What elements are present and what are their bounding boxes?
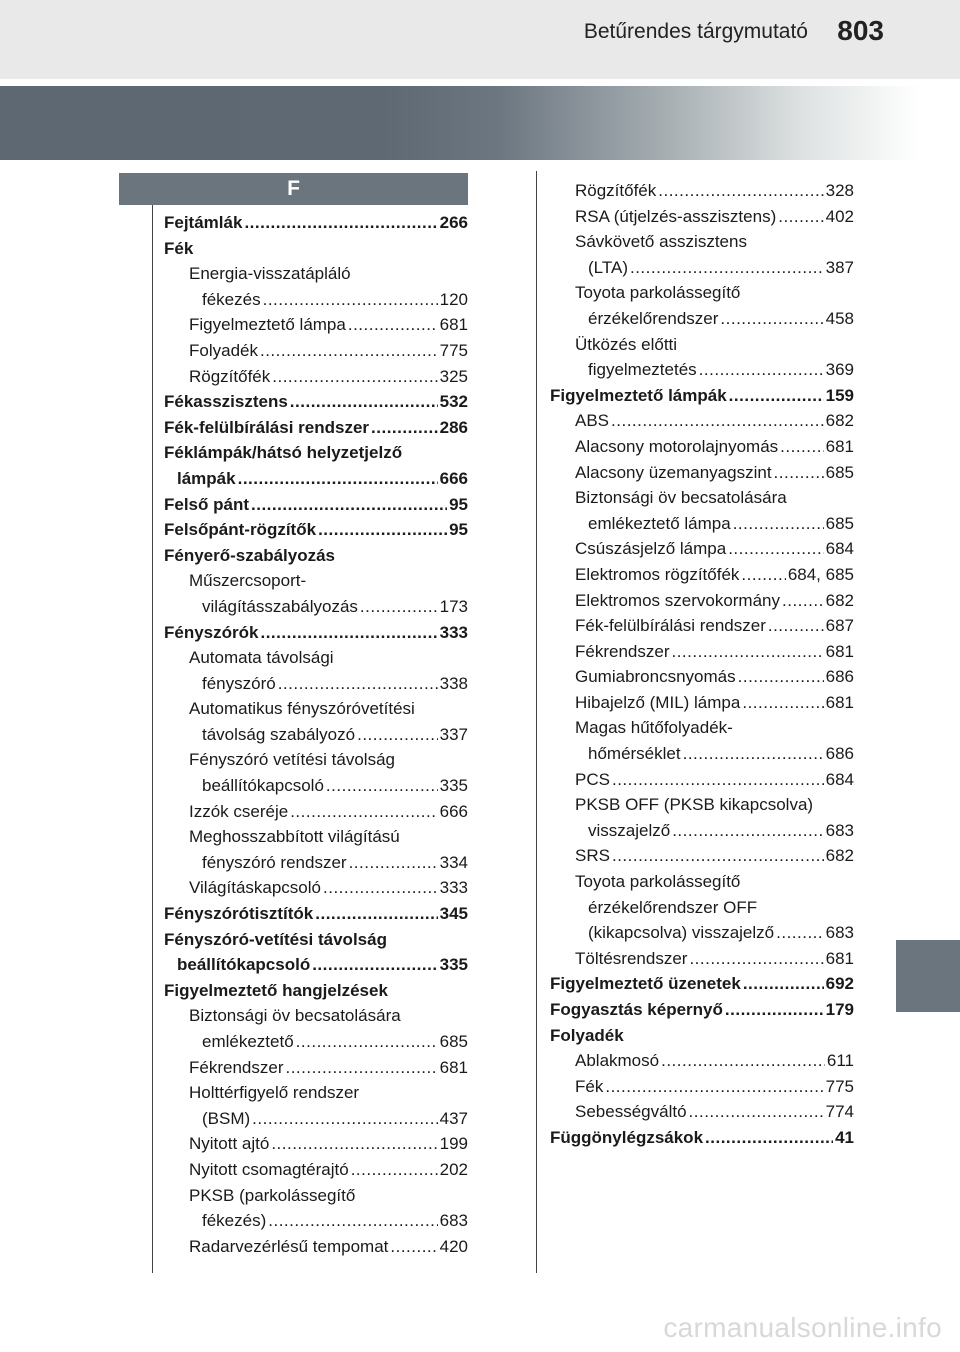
index-entry-label: Nyitott csomagtérajtó [189,1159,349,1179]
index-entry [164,901,468,927]
index-entry-label: lámpák [177,468,236,488]
dot-leader [290,389,438,415]
dot-leader [741,562,785,588]
index-entry-label: Töltésrendszer [575,948,688,968]
index-entry-page: 692 [825,974,854,994]
index-entry-label: emlékeztető lámpa [588,513,731,533]
index-entry-label: érzékelőrendszer OFF [588,897,758,917]
index-entry [164,517,468,543]
index-entry [550,639,854,665]
index-entry-page: 775 [825,1076,854,1096]
index-entry-page: 202 [439,1159,468,1179]
dot-leader [780,434,823,460]
index-entry-label: Csúszásjelző lámpa [575,539,727,559]
index-entry-label: PKSB (parkolássegítő [189,1185,356,1205]
dot-leader [661,1048,825,1074]
index-entry-label: Automatikus fényszóróvetítési [189,699,415,719]
index-entry [550,869,854,895]
index-entry-page: 286 [439,417,468,437]
index-entry-page: 685 [825,513,854,533]
index-entry-page: 666 [439,801,468,821]
index-entry-label: ABS [575,411,610,431]
index-entry [550,664,854,690]
index-entry [164,261,468,287]
index-entry [164,1157,468,1183]
index-entry-page: 95 [449,520,468,540]
index-entry-page: 420 [439,1236,468,1256]
dot-leader [312,952,437,978]
index-entry-page: 682 [825,590,854,610]
index-entry-page: 681 [825,436,854,456]
index-entry-label: Elektromos szervokormány [575,590,781,610]
dot-leader [743,971,824,997]
dot-leader [360,594,438,620]
index-entry [164,1055,468,1081]
dot-leader [612,843,824,869]
left-column-divider [152,205,153,1273]
index-entry-page: 41 [835,1127,854,1147]
index-entry-label: Fékrendszer [189,1057,284,1077]
index-entry-page: 681 [825,641,854,661]
decorative-gradient-bar [0,86,960,160]
dot-leader [605,1074,823,1100]
header-title: Betűrendes tárgymutató [583,20,808,43]
index-entry [550,715,854,741]
index-entry-label: Fejtámlák [164,213,243,232]
middle-column-divider [536,171,537,1273]
index-entry-page: 337 [439,724,468,744]
index-entry-page: 532 [439,392,468,412]
index-entry-label: Fényerő-szabályozás [164,545,336,565]
dot-leader [720,306,823,332]
index-entry [550,332,854,358]
index-entry-label: fékezés) [202,1211,267,1231]
index-entry-page: 681 [825,692,854,712]
index-entry [164,1029,468,1055]
index-entry-label: hőmérséklet [588,744,681,764]
index-entry-label: fényszóró rendszer [202,852,347,872]
index-entry [164,1080,468,1106]
dot-leader [742,690,823,716]
index-entry [550,1048,854,1074]
index-entry-page: 666 [439,468,468,488]
index-entry-label: Figyelmeztető lámpák [550,385,727,405]
index-entry-page: 687 [825,616,854,636]
index-entry-page: 338 [439,673,468,693]
dot-leader [768,613,824,639]
index-entry-page: 458 [825,308,854,328]
dot-leader [672,818,823,844]
dot-leader [630,255,824,281]
dot-leader [729,383,824,409]
index-entry [550,946,854,972]
index-entry-label: Automata távolsági [189,648,334,668]
index-entry [550,536,854,562]
index-entry-label: Fényszóró-vetítési távolság [164,929,387,949]
index-entry-page: 335 [439,776,468,796]
index-entry [550,306,854,332]
index-entry-label: Energia-visszatápláló [189,264,351,284]
index-entry [550,280,854,306]
index-entry-label: fényszóró [202,673,276,693]
index-entry-label: Magas hűtőfolyadék- [575,718,733,738]
index-entry-page: 683 [825,923,854,943]
index-entry-label: érzékelőrendszer [588,308,719,328]
index-entry-label: világításszabályozás [202,596,358,616]
index-entry-label: Figyelmeztető üzenetek [550,974,741,994]
index-entry [164,466,468,492]
index-entry-page: 333 [439,878,468,898]
index-entry [164,1106,468,1132]
index-entry-page: 684 [825,769,854,789]
index-entry-label: Fék [164,238,194,258]
dot-leader [260,338,438,364]
index-entry-page: 681 [439,315,468,335]
index-entry [550,229,854,255]
index-entry-label: Rögzítőfék [189,366,271,386]
dot-leader [774,460,824,486]
index-entry-label: emlékeztető [202,1032,294,1051]
index-entry-label: Folyadék [189,340,258,360]
dot-leader [296,1029,438,1055]
index-entry [550,460,854,486]
index-column-left [164,210,468,1259]
index-entry-page: 682 [825,846,854,866]
index-entry-page: 334 [439,852,468,872]
index-entry-label: Felső pánt [164,494,250,514]
index-entry [550,1023,854,1049]
index-entry-label: (BSM) [202,1108,251,1128]
index-entry [164,696,468,722]
index-entry [164,236,468,262]
index-entry-label: beállítókapcsoló [202,776,324,796]
index-entry-page: 611 [826,1051,854,1071]
index-entry-page: 681 [439,1057,468,1077]
index-entry [550,383,854,409]
index-entry [164,747,468,773]
index-entry [550,1099,854,1125]
index-entry-label: Fényszórók [164,622,259,642]
dot-leader [272,364,437,390]
dot-leader [318,517,447,543]
index-entry-label: Biztonsági öv becsatolására [189,1006,401,1026]
index-entry [550,204,854,230]
dot-leader [238,466,438,492]
index-entry-label: Világításkapcsoló [189,878,321,898]
index-entry [550,357,854,383]
index-entry-label: Holttérfigyelő rendszer [189,1083,360,1103]
index-entry-label: Alacsony üzemanyagszint [575,462,772,482]
index-entry-label: Ütközés előtti [575,334,678,354]
dot-leader [285,1055,437,1081]
index-entry-label: Toyota parkolássegítő [575,872,741,892]
index-entry-page: 120 [439,289,468,309]
index-entry-label: SRS [575,846,610,866]
index-entry-page: 684 [825,539,854,559]
index-entry [164,415,468,441]
index-entry-label: Elektromos rögzítőfék [575,564,740,584]
index-entry-page: 682 [825,411,854,431]
index-entry-page: 437 [439,1108,468,1128]
section-letter-heading: F [119,173,468,205]
dot-leader [260,620,437,646]
index-entry [550,971,854,997]
index-entry [164,645,468,671]
index-entry [164,875,468,901]
index-entry-label: PCS [575,769,610,789]
index-entry [164,799,468,825]
dot-leader [268,1208,437,1234]
index-entry-label: Hibajelző (MIL) lámpa [575,692,741,712]
index-entry-page: 685 [825,462,854,482]
dot-leader [699,357,824,383]
index-entry-page: 683 [439,1211,468,1231]
index-entry-label: Figyelmeztető hangjelzések [164,980,388,1000]
index-entry-page: 369 [825,360,854,380]
index-entry-page: 328 [825,181,854,200]
dot-leader [671,639,823,665]
index-entry [164,287,468,313]
dot-leader [725,997,824,1023]
dot-leader [611,408,824,434]
index-entry [164,1183,468,1209]
index-entry-page: 402 [825,206,854,226]
index-entry-page: 199 [439,1134,468,1154]
index-entry-page: 685 [439,1032,468,1051]
index-entry-page: 266 [439,213,468,232]
index-entry [164,338,468,364]
dot-leader [349,850,438,876]
index-entry [164,1131,468,1157]
index-entry [164,1234,468,1260]
index-entry [550,690,854,716]
index-entry-label: Alacsony motorolajnyomás [575,436,779,456]
dot-leader [778,204,823,230]
index-entry-page: 345 [439,904,468,924]
index-entry [164,824,468,850]
index-entry [550,434,854,460]
index-entry [164,543,468,569]
index-entry [550,843,854,869]
index-entry-label: Fékrendszer [575,641,670,661]
index-entry [550,767,854,793]
index-entry [550,178,854,204]
index-entry [164,850,468,876]
index-entry-page: 173 [439,596,468,616]
dot-leader [738,664,824,690]
index-entry [164,210,468,236]
index-entry [550,818,854,844]
index-entry [550,485,854,511]
index-entry [164,594,468,620]
index-entry [550,895,854,921]
index-entry [164,671,468,697]
index-entry-label: (LTA) [588,257,628,277]
index-entry-label: Fényszóró vetítési távolság [189,750,395,770]
index-entry-label: Meghosszabbított világítású [189,827,400,847]
index-entry [550,920,854,946]
index-entry-label: Biztonsági öv becsatolására [575,488,787,508]
dot-leader [705,1125,833,1151]
dot-leader [271,1131,437,1157]
dot-leader [612,767,824,793]
index-entry-label: Fék-felülbírálási rendszer [575,616,766,636]
index-entry-page: 774 [825,1102,854,1122]
index-entry [550,562,854,588]
index-entry [550,792,854,818]
index-entry-page: 387 [825,257,854,277]
index-entry-label: Műszercsoport- [189,571,307,591]
index-entry [164,773,468,799]
index-entry [164,568,468,594]
index-entry-label: Függönylégzsákok [550,1127,704,1147]
index-entry [164,927,468,953]
index-entry [164,978,468,1004]
index-entry-page: 325 [439,366,468,386]
dot-leader [351,1157,438,1183]
dot-leader [263,287,438,313]
index-entry [550,997,854,1023]
dot-leader [782,588,824,614]
index-entry-page: 159 [825,385,854,405]
dot-leader [371,415,438,441]
dot-leader [357,722,438,748]
index-entry-label: Fékasszisztens [164,392,288,412]
index-entry [550,255,854,281]
top-header-band [0,0,960,79]
index-entry-label: visszajelző [588,820,671,840]
dot-leader [315,901,437,927]
index-entry [164,1003,468,1029]
index-entry [550,741,854,767]
dot-leader [348,312,438,338]
index-entry-label: Toyota parkolássegítő [575,283,741,303]
index-entry [164,440,468,466]
chapter-thumb-tab [896,940,960,1012]
index-entry-page: 95 [449,494,468,514]
dot-leader [323,875,438,901]
index-entry [164,389,468,415]
dot-leader [326,773,438,799]
index-entry-label: Felsőpánt-rögzítők [164,520,317,540]
dot-leader [728,536,823,562]
index-entry-label: Figyelmeztető lámpa [189,315,346,335]
index-entry-page: 333 [439,622,468,642]
index-entry-label: Izzók cseréje [189,801,289,821]
index-entry-page: 179 [825,1000,854,1019]
index-entry [164,364,468,390]
index-entry-label: Ablakmosó [575,1051,660,1071]
dot-leader [252,1106,437,1132]
index-entry-page: 684, 685 [787,564,854,584]
index-entry-label: fékezés [202,289,261,309]
index-entry [550,408,854,434]
index-entry-label: Fék-felülbírálási rendszer [164,417,370,437]
index-entry-label: beállítókapcsoló [177,955,311,975]
index-entry [164,492,468,518]
dot-leader [278,671,438,697]
dot-leader [776,920,824,946]
index-entry-label: Fényszórótisztítók [164,904,314,924]
index-entry [164,1208,468,1234]
index-entry [550,511,854,537]
index-entry-label: figyelmeztetés [588,360,697,380]
index-entry [550,613,854,639]
index-entry [164,620,468,646]
index-entry-label: Nyitott ajtó [189,1134,270,1154]
index-entry-label: Sebességváltó [575,1102,687,1122]
index-entry-page: 681 [825,948,854,968]
index-entry-label: (kikapcsolva) visszajelző [588,923,775,943]
index-entry-label: Fogyasztás képernyő [550,1000,723,1019]
index-entry-page: 686 [825,744,854,764]
index-entry-label: távolság szabályozó [202,724,356,744]
index-entry-label: PKSB OFF (PKSB kikapcsolva) [575,795,814,815]
index-entry [550,1125,854,1151]
dot-leader [390,1234,437,1260]
dot-leader [290,799,437,825]
watermark: carmanualsonline.info [663,1312,942,1343]
index-entry-label: Rögzítőfék [575,181,657,200]
index-entry-label: RSA (útjelzés-asszisztens) [575,206,777,226]
dot-leader [658,178,823,204]
dot-leader [733,511,824,537]
index-entry [550,1074,854,1100]
dot-leader [683,741,824,767]
dot-leader [251,492,447,518]
index-entry-page: 775 [439,340,468,360]
index-entry [550,588,854,614]
index-entry [164,312,468,338]
index-entry-page: 686 [825,667,854,687]
index-entry-label: Féklámpák/hátsó helyzetjelző [164,443,403,463]
index-entry-label: Fék [575,1076,604,1096]
page-number: 803 [837,15,884,46]
dot-leader [244,210,437,236]
dot-leader [689,946,823,972]
index-entry-page: 683 [825,820,854,840]
index-entry-label: Sávkövető asszisztens [575,232,747,252]
index-entry-label: Gumiabroncsnyomás [575,667,736,687]
index-entry-label: Folyadék [550,1025,624,1045]
index-entry [164,722,468,748]
index-entry [164,952,468,978]
index-entry-label: Radarvezérlésű tempomat [189,1236,389,1256]
index-column-right [550,178,854,1151]
dot-leader [689,1099,824,1125]
index-entry-page: 335 [439,955,468,975]
